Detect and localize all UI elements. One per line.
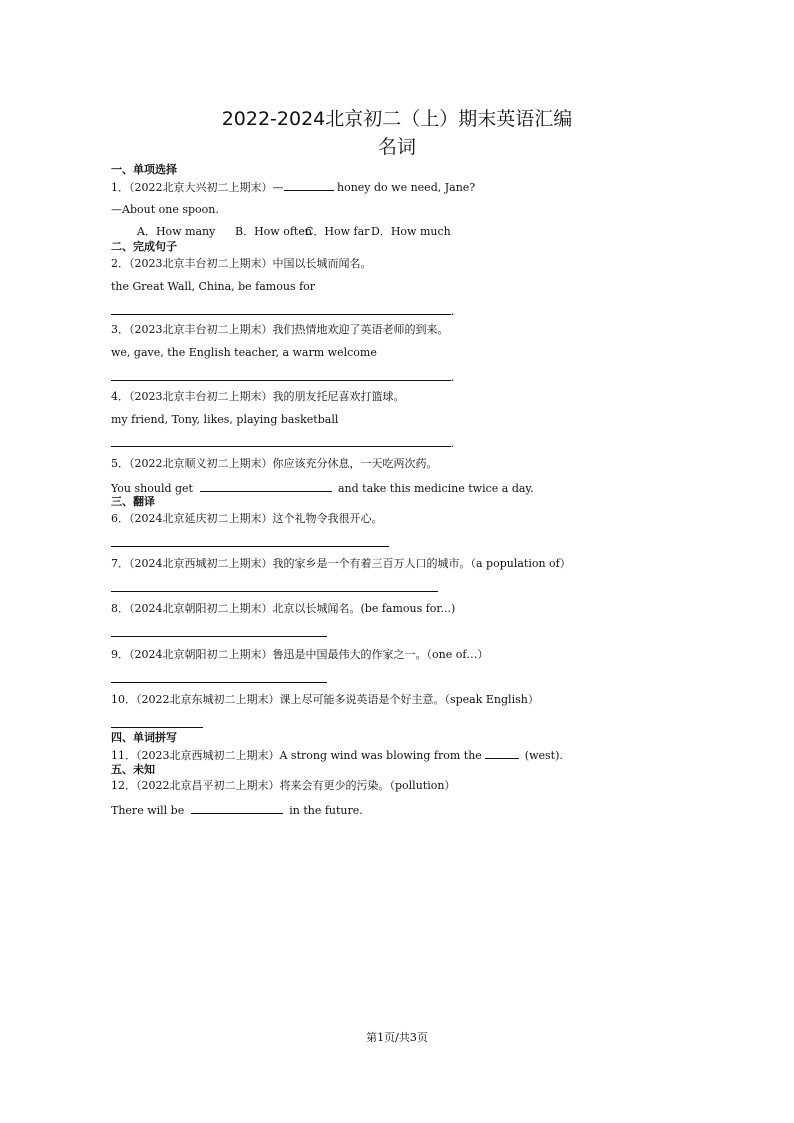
q1-options bbox=[137, 225, 451, 239]
q11-blank[interactable] bbox=[485, 747, 519, 759]
question-8: 8．（2024北京朝阳初二上期末）北京以长城闻名。(be famous for...) bbox=[111, 602, 456, 615]
question-3: 3．（2023北京丰台初二上期末）我们热情地欢迎了英语老师的到来。 bbox=[111, 323, 449, 336]
q2-words: the Great Wall, China, be famous for bbox=[111, 280, 316, 293]
q4-end: . bbox=[451, 437, 455, 450]
q4-words: my friend, Tony, likes, playing basketball bbox=[111, 413, 339, 426]
q2-blank[interactable] bbox=[111, 303, 451, 315]
section-heading-3: 三、翻译 bbox=[111, 495, 155, 508]
q10-answer-line[interactable] bbox=[111, 727, 203, 728]
question-5: 5．（2022北京顺义初二上期末）你应该充分休息，一天吃两次药。 bbox=[111, 457, 438, 470]
q8-answer-line[interactable] bbox=[111, 636, 327, 637]
q9-answer-line[interactable] bbox=[111, 682, 327, 683]
q1-option-a[interactable]: A．How many bbox=[137, 225, 216, 238]
question-4: 4．（2023北京丰台初二上期末）我的朋友托尼喜欢打篮球。 bbox=[111, 390, 405, 403]
q11-before: 11．（2023北京西城初二上期末）A strong wind was blowing from the bbox=[111, 749, 486, 762]
section-heading-4: 四、单词拼写 bbox=[111, 731, 177, 744]
page-footer: 第1页/共3页 bbox=[366, 1031, 428, 1044]
q7-answer-line[interactable] bbox=[111, 591, 438, 592]
question-12: 12．（2022北京昌平初二上期末）将来会有更少的污染。（pollution） bbox=[111, 779, 456, 792]
q3-end: . bbox=[451, 371, 455, 384]
doc-subtitle: 名词 bbox=[377, 136, 416, 158]
q4-blank[interactable] bbox=[111, 435, 451, 447]
q5-blank[interactable] bbox=[200, 480, 332, 492]
q12-after: in the future. bbox=[285, 804, 363, 817]
question-6: 6．（2024北京延庆初二上期末）这个礼物令我很开心。 bbox=[111, 512, 383, 525]
q1-option-d[interactable]: D．How much bbox=[371, 225, 451, 238]
q5-sentence bbox=[111, 480, 534, 496]
q12-blank[interactable] bbox=[191, 802, 283, 814]
q6-answer-line[interactable] bbox=[111, 546, 389, 547]
question-11 bbox=[111, 747, 563, 763]
q1-reply: —About one spoon. bbox=[111, 203, 219, 216]
q4-answer-line[interactable] bbox=[111, 435, 455, 451]
section-heading-1: 一、单项选择 bbox=[111, 163, 177, 176]
question-9: 9．（2024北京朝阳初二上期末）鲁迅是中国最伟大的作家之一。（one of…） bbox=[111, 648, 489, 661]
question-2: 2．（2023北京丰台初二上期末）中国以长城而闻名。 bbox=[111, 257, 372, 270]
q12-before: There will be bbox=[111, 804, 188, 817]
q3-answer-line[interactable] bbox=[111, 369, 455, 385]
q1-suffix: honey do we need, Jane? bbox=[333, 181, 476, 194]
q2-end: . bbox=[451, 305, 455, 318]
question-1 bbox=[111, 179, 475, 195]
q3-blank[interactable] bbox=[111, 369, 451, 381]
doc-title: 2022-2024北京初二（上）期末英语汇编 bbox=[221, 108, 573, 130]
q1-option-b[interactable]: B．How often bbox=[235, 225, 312, 238]
q5-before: You should get bbox=[111, 482, 197, 495]
q5-after: and take this medicine twice a day. bbox=[334, 482, 534, 495]
q3-words: we, gave, the English teacher, a warm welcome bbox=[111, 346, 377, 359]
q11-after: (west). bbox=[521, 749, 563, 762]
q1-prefix: 1．（2022北京大兴初二上期末）— bbox=[111, 181, 284, 194]
q2-answer-line[interactable] bbox=[111, 303, 455, 319]
question-7: 7．（2024北京西城初二上期末）我的家乡是一个有着三百万人口的城市。（a population of） bbox=[111, 557, 571, 570]
section-heading-2: 二、完成句子 bbox=[111, 240, 177, 253]
q1-blank[interactable] bbox=[284, 179, 334, 191]
question-10: 10．（2022北京东城初二上期末）课上尽可能多说英语是个好主意。（speak English） bbox=[111, 693, 539, 706]
section-heading-5: 五、未知 bbox=[111, 763, 155, 776]
q12-sentence bbox=[111, 802, 363, 818]
q1-option-c[interactable]: C．How far bbox=[305, 225, 370, 238]
